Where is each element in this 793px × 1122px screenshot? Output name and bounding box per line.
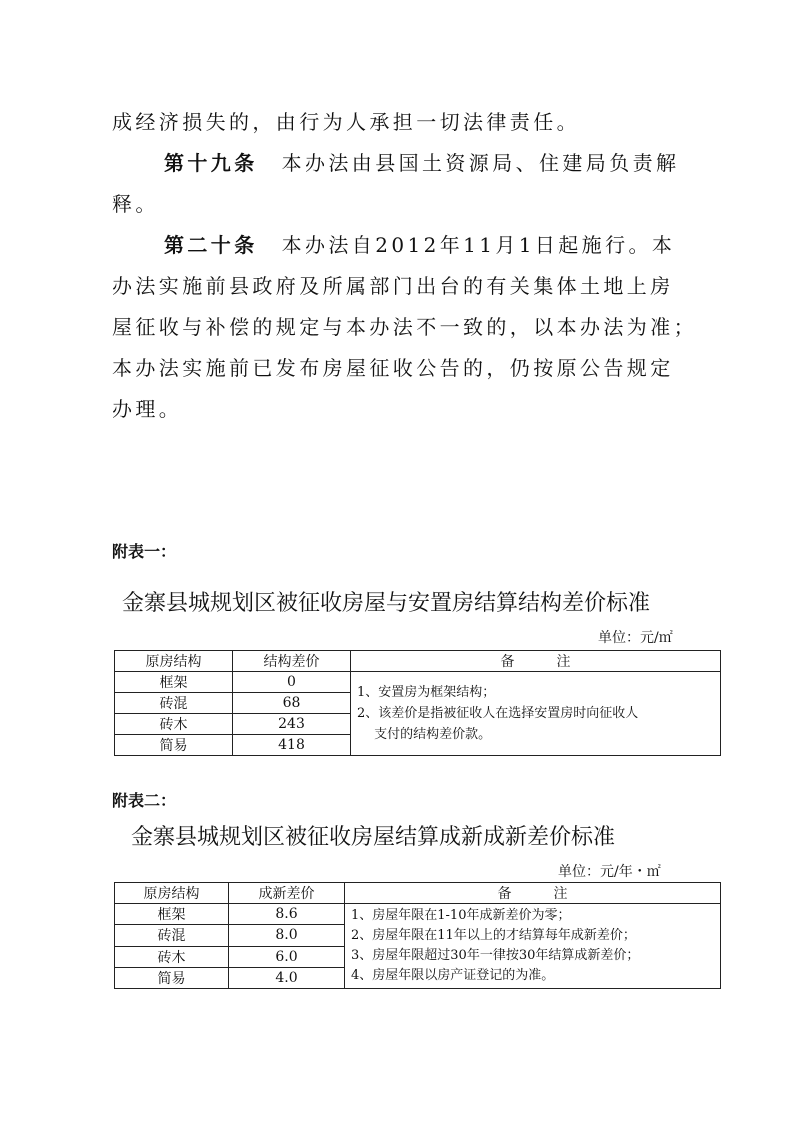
- table-cell: 简易: [115, 735, 233, 756]
- article-20-heading: 第二十条: [164, 233, 258, 257]
- table-cell: 砖混: [115, 925, 229, 946]
- table-cell: 6.0: [229, 946, 345, 967]
- table-1-unit: 单位：元/㎡: [598, 630, 673, 646]
- table-cell: 4.0: [229, 967, 345, 988]
- table-cell: 8.0: [229, 925, 345, 946]
- note-line: 2、房屋年限在11年以上的才结算每年成新差价；: [351, 928, 636, 943]
- table-row: [115, 651, 721, 672]
- table-cell: 简易: [115, 967, 229, 988]
- article-19-text: 本办法由县国土资源局、住建局负责解: [281, 151, 680, 175]
- column-header: 成新差价: [229, 883, 345, 904]
- article-19-heading: 第十九条: [164, 151, 258, 175]
- body-line-8: 办理。: [112, 397, 183, 421]
- note-line: 4、房屋年限以房产证登记的为准。: [351, 968, 555, 983]
- table-cell: 砖木: [115, 714, 233, 735]
- article-19: [164, 149, 679, 177]
- note-line: 支付的结构差价款。: [357, 727, 492, 742]
- body-line-3: 释。: [112, 192, 159, 216]
- note-line: 3、房屋年限超过30年一律按30年结算成新差价；: [351, 948, 640, 963]
- column-header: 备 注: [345, 883, 721, 904]
- note-line: 2、该差价是指被征收人在选择安置房时向征收人: [357, 706, 639, 721]
- article-20-text: 本办法自2012年11月1日起施行。本: [281, 233, 676, 257]
- body-line-7: 本办法实施前已发布房屋征收公告的，仍按原公告规定: [112, 356, 674, 380]
- table-cell: 243: [233, 714, 351, 735]
- column-header: 备 注: [351, 651, 721, 672]
- table-2-title: 金寨县城规划区被征收房屋结算成新成新差价标准: [131, 825, 616, 850]
- notes-cell: [345, 904, 721, 989]
- body-line-5: 办法实施前县政府及所属部门出台的有关集体土地上房: [112, 274, 674, 298]
- table-row: [115, 672, 721, 693]
- note-line: 1、房屋年限在1-10年成新差价为零；: [351, 908, 571, 923]
- table-cell: 砖木: [115, 946, 229, 967]
- column-header: 原房结构: [115, 651, 233, 672]
- table-row: [115, 904, 721, 925]
- table-cell: 砖混: [115, 693, 233, 714]
- body-line-6: 屋征收与补偿的规定与本办法不一致的，以本办法为准；: [112, 315, 697, 339]
- article-20: [164, 231, 675, 259]
- notes-cell: [351, 672, 721, 756]
- body-line-1: 成经济损失的，由行为人承担一切法律责任。: [112, 110, 580, 134]
- table-1: [114, 650, 721, 756]
- table-cell: 68: [233, 693, 351, 714]
- column-header: 原房结构: [115, 883, 229, 904]
- attachment-2-label: 附表二：: [112, 791, 177, 810]
- attachment-1-label: 附表一：: [112, 542, 177, 561]
- table-cell: 框架: [115, 672, 233, 693]
- table-cell: 框架: [115, 904, 229, 925]
- note-line: 1、安置房为框架结构；: [357, 685, 496, 700]
- table-2-unit: 单位：元/年・㎡: [558, 864, 661, 880]
- table-cell: 418: [233, 735, 351, 756]
- table-1-title: 金寨县城规划区被征收房屋与安置房结算结构差价标准: [122, 591, 651, 616]
- table-row: [115, 883, 721, 904]
- column-header: 结构差价: [233, 651, 351, 672]
- table-cell: 0: [233, 672, 351, 693]
- table-cell: 8.6: [229, 904, 345, 925]
- table-2: [114, 882, 721, 989]
